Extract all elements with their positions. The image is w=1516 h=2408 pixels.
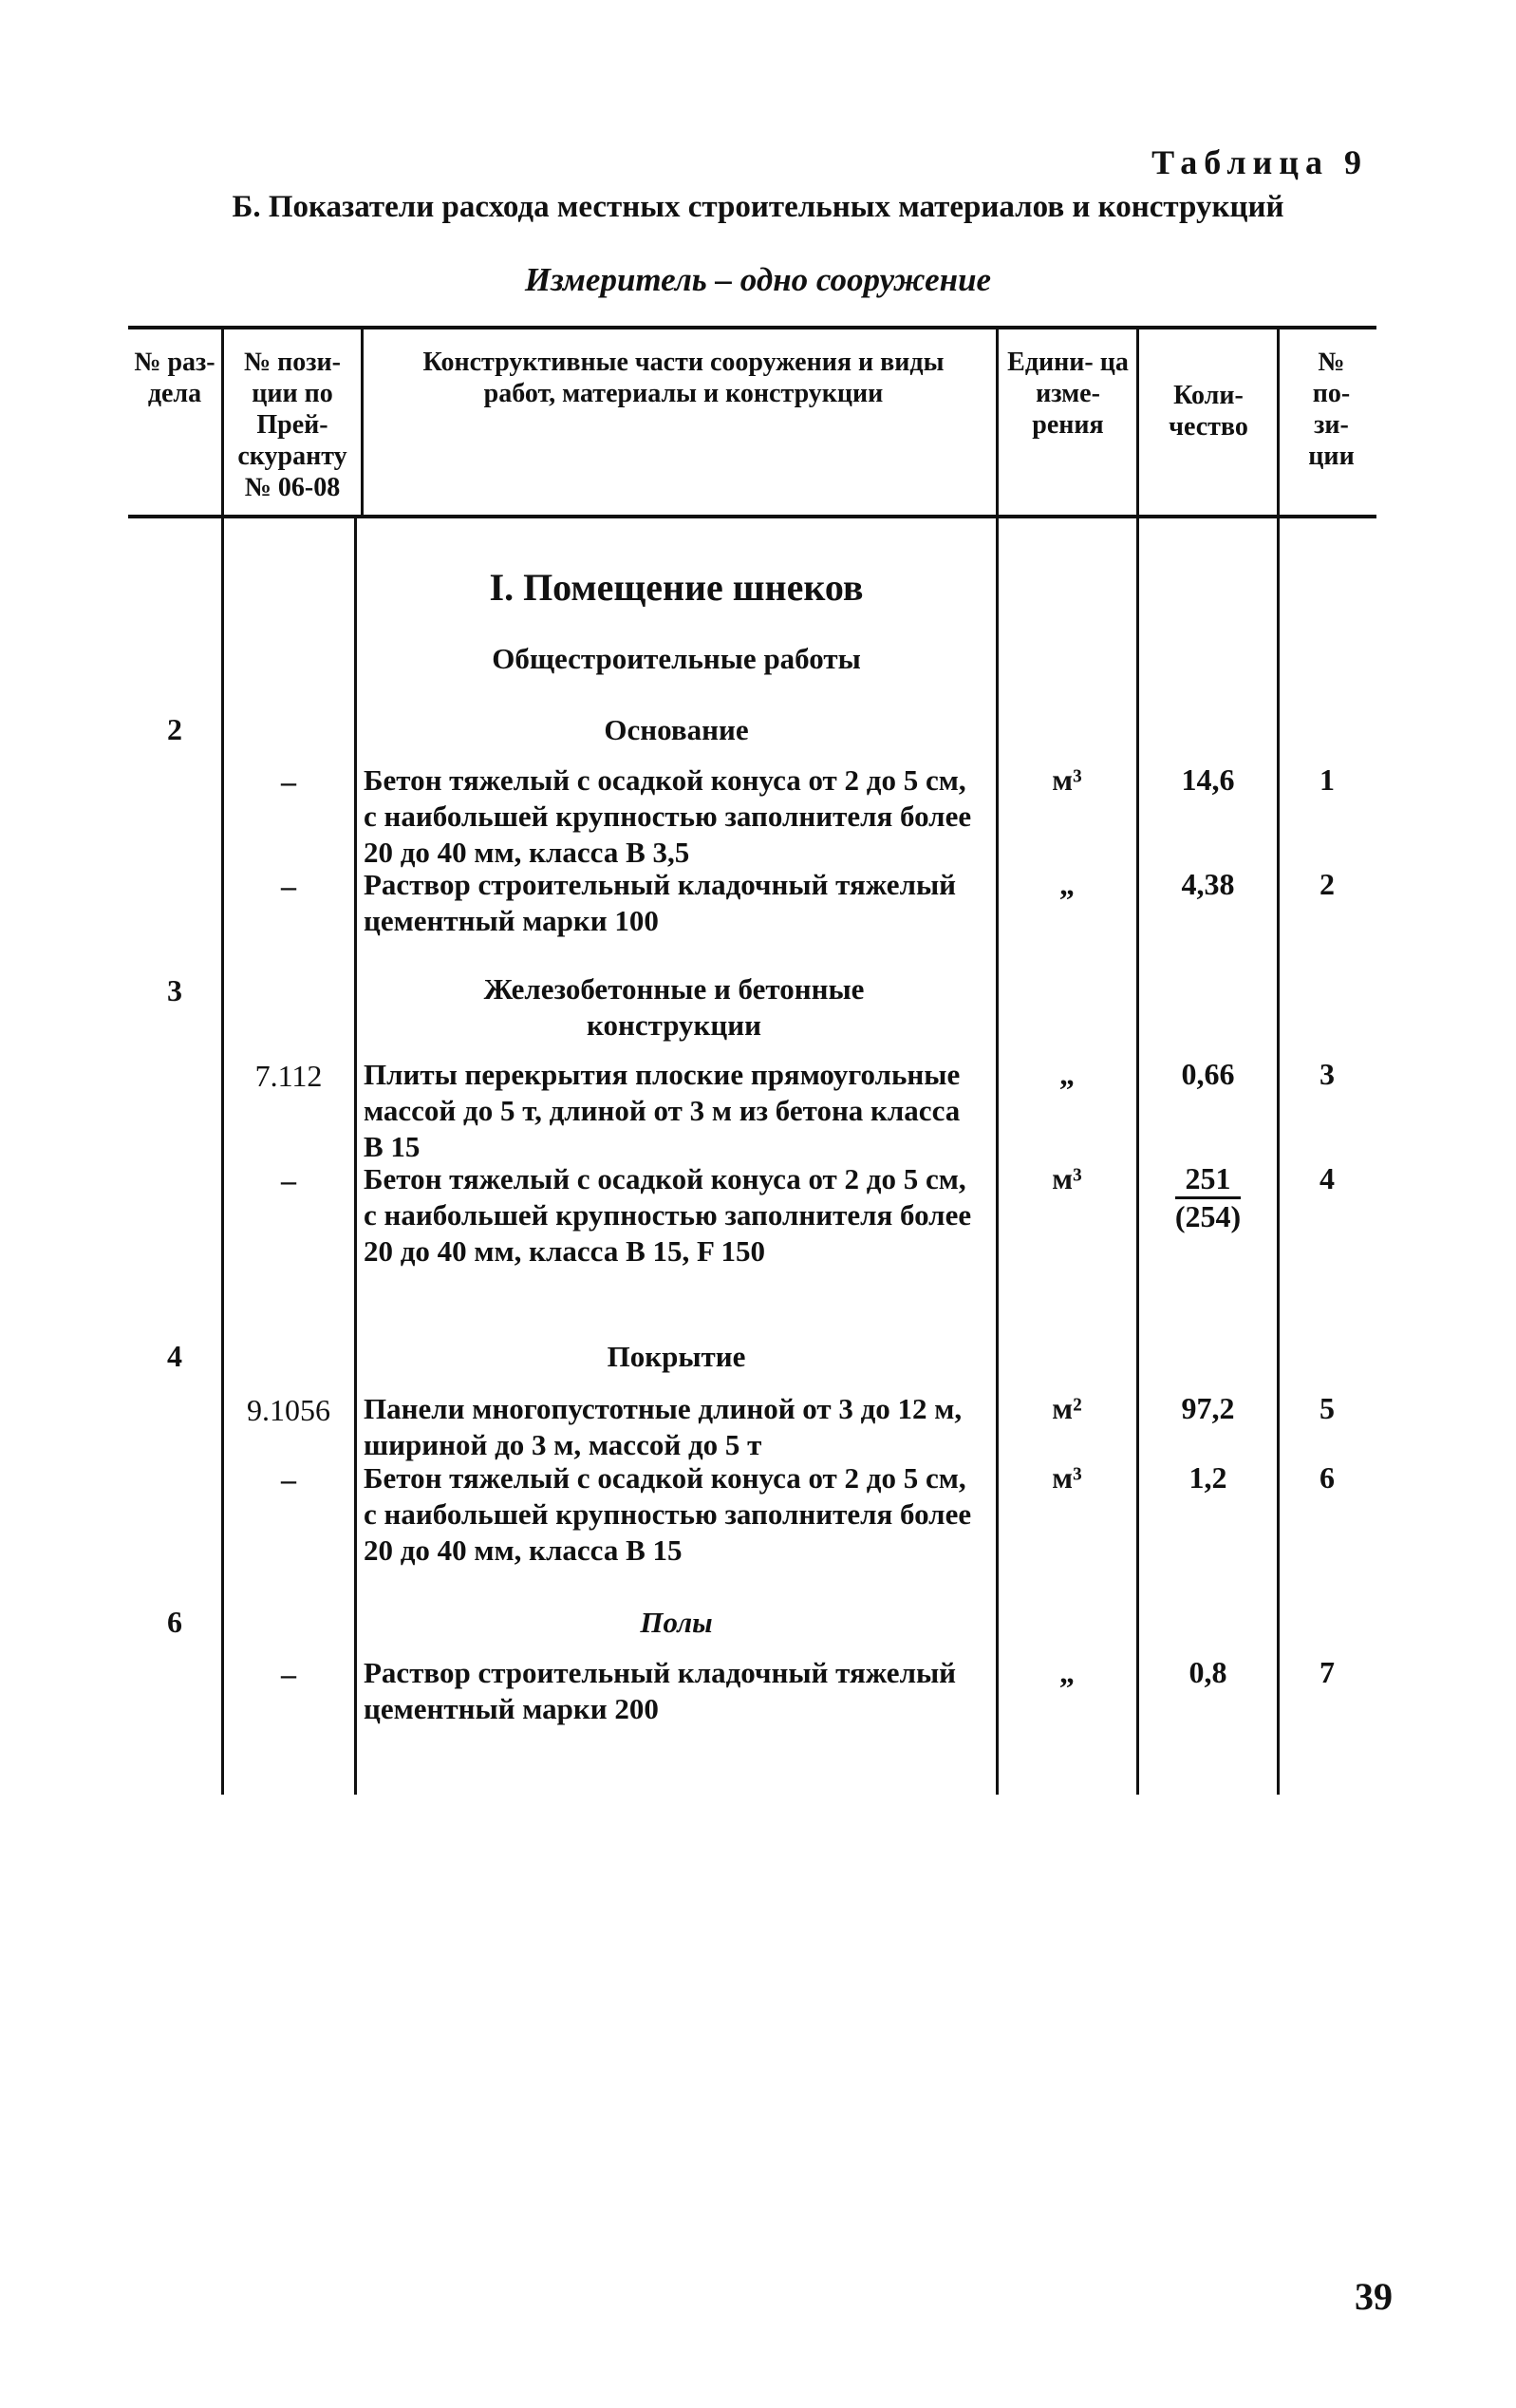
item-description: Бетон тяжелый с осадкой конуса от 2 до 5 см, с наибольшей крупностью заполнителя более 20 до 40 мм, класса В 15, F 150 — [364, 1162, 972, 1268]
item-description: Бетон тяжелый с осадкой конуса от 2 до 5 см, с наибольшей крупностью заполнителя более 20 до 40 мм, класса В 3,5 — [364, 763, 972, 869]
pricelist-position: – — [281, 1657, 296, 1691]
section-number: 6 — [167, 1605, 182, 1639]
position-number: 7 — [1319, 1655, 1335, 1689]
position-number: 4 — [1319, 1161, 1335, 1195]
page-number: 39 — [1355, 2275, 1393, 2318]
group-heading: Полы — [640, 1606, 713, 1639]
header-structural-parts: Конструктивные части сооружения и виды работ, материалы и конструкции — [422, 348, 945, 408]
quantity: 97,2 — [1181, 1391, 1235, 1425]
unit: м³ — [1052, 1460, 1082, 1495]
pricelist-position: – — [281, 869, 296, 903]
unit: м³ — [1052, 762, 1082, 797]
position-number: 2 — [1319, 867, 1335, 901]
quantity: 14,6 — [1181, 762, 1235, 797]
header-position-number: № по- зи- ции — [1308, 348, 1355, 471]
quantity-alternative: (254) — [1174, 1199, 1242, 1233]
header-unit: Едини- ца изме- рения — [1007, 348, 1129, 440]
pricelist-position: – — [281, 1163, 296, 1197]
quantity: 1,2 — [1188, 1460, 1227, 1495]
header-section-number: № раз- дела — [134, 348, 215, 408]
header-pricelist-position: № пози- ции по Прей- скуранту № 06-08 — [237, 348, 347, 502]
measurement-unit-subtitle: Измеритель – одно сооружение — [524, 261, 992, 298]
position-number: 6 — [1319, 1460, 1335, 1495]
position-number: 5 — [1319, 1391, 1335, 1425]
column-divider-3 — [996, 328, 999, 1795]
unit: м² — [1052, 1391, 1082, 1425]
quantity-fraction — [1139, 1161, 1277, 1234]
item-description: Раствор строительный кладочный тяжелый цементный марки 100 — [364, 868, 957, 937]
section-title: I. Помещение шнеков — [489, 566, 864, 609]
item-description: Бетон тяжелый с осадкой конуса от 2 до 5 см, с наибольшей крупностью заполнителя более 20 до 40 мм, класса В 15 — [364, 1461, 972, 1567]
table-header-rule — [128, 515, 1376, 518]
item-description: Плиты перекрытия плоские прямоугольные массой до 5 т, длиной от 3 м из бетона класса В 15 — [364, 1058, 961, 1163]
unit: „ — [1059, 1655, 1075, 1689]
document-title: Б. Показатели расхода местных строительных материалов и конструкций — [232, 190, 1284, 224]
table-label: Таблица 9 — [1151, 143, 1368, 181]
section-number: 2 — [167, 712, 182, 746]
pricelist-position: 7.112 — [254, 1059, 323, 1093]
item-description: Панели многопустотные длиной от 3 до 12 м, шириной до 3 м, массой до 5 т — [364, 1392, 963, 1461]
pricelist-position: – — [281, 764, 296, 799]
column-divider-2b — [354, 517, 357, 1795]
group-heading: Покрытие — [607, 1340, 746, 1373]
unit: „ — [1059, 1057, 1075, 1091]
pricelist-position: – — [281, 1462, 296, 1496]
subsection-heading: Общестроительные работы — [492, 642, 861, 675]
unit: „ — [1059, 867, 1075, 901]
header-quantity: Коли- чество — [1169, 381, 1248, 442]
quantity: 0,8 — [1188, 1655, 1227, 1689]
group-heading: Железобетонные и бетонные конструкции — [483, 972, 865, 1042]
group-heading: Основание — [604, 713, 749, 746]
table-top-rule — [128, 326, 1376, 329]
quantity: 4,38 — [1181, 867, 1235, 901]
pricelist-position: 9.1056 — [247, 1393, 330, 1427]
position-number: 1 — [1319, 762, 1335, 797]
quantity: 251 — [1175, 1161, 1241, 1199]
quantity: 0,66 — [1181, 1057, 1235, 1091]
column-divider-2a — [361, 328, 364, 517]
position-number: 3 — [1319, 1057, 1335, 1091]
section-number: 4 — [167, 1339, 182, 1373]
column-divider-1 — [221, 328, 224, 1795]
item-description: Раствор строительный кладочный тяжелый цементный марки 200 — [364, 1656, 957, 1725]
unit: м³ — [1052, 1161, 1082, 1195]
section-number: 3 — [167, 973, 182, 1007]
